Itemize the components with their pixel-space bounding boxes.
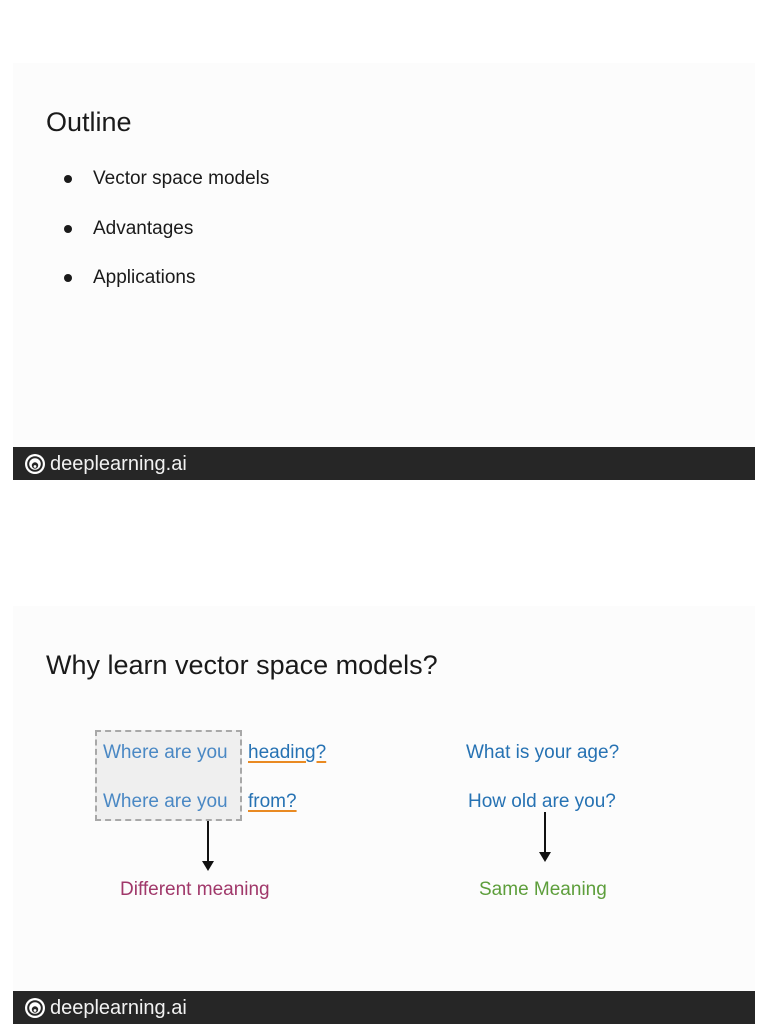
bullet-text: Vector space models: [93, 168, 270, 189]
bullet-list: [61, 167, 269, 316]
deeplearning-logo-icon: [24, 453, 46, 475]
slide-title: Outline: [46, 107, 132, 137]
footer-brand: deeplearning.ai: [50, 452, 187, 475]
slide-outline: [13, 63, 755, 480]
slide-footer: [13, 991, 755, 1024]
same-meaning-label: Same Meaning: [479, 879, 607, 900]
slide-title: Why learn vector space models?: [46, 650, 438, 680]
right-row1: What is your age?: [466, 742, 620, 763]
bullet-dot-icon: [64, 225, 72, 233]
bullet-text: Applications: [93, 267, 196, 288]
deeplearning-logo-icon: [24, 997, 46, 1019]
left-row2-suffix: from?: [248, 791, 297, 812]
bullet-text: Advantages: [93, 217, 194, 239]
slide-footer: [13, 447, 755, 480]
down-arrow-icon: [198, 821, 218, 873]
bullet-item: [61, 217, 269, 267]
right-row2: How old are you?: [468, 791, 616, 812]
bullet-dot-icon: [64, 175, 72, 183]
different-meaning-label: Different meaning: [120, 879, 270, 900]
down-arrow-icon: [535, 812, 555, 864]
left-row2-prefix: Where are you: [103, 791, 228, 812]
bullet-dot-icon: [64, 274, 72, 282]
left-row1-suffix: heading?: [248, 742, 327, 763]
footer-brand: deeplearning.ai: [50, 996, 187, 1019]
bullet-item: [61, 266, 269, 316]
slide-why-vsm: [13, 606, 755, 1024]
bullet-item: [61, 167, 269, 217]
left-row1-prefix: Where are you: [103, 742, 228, 763]
